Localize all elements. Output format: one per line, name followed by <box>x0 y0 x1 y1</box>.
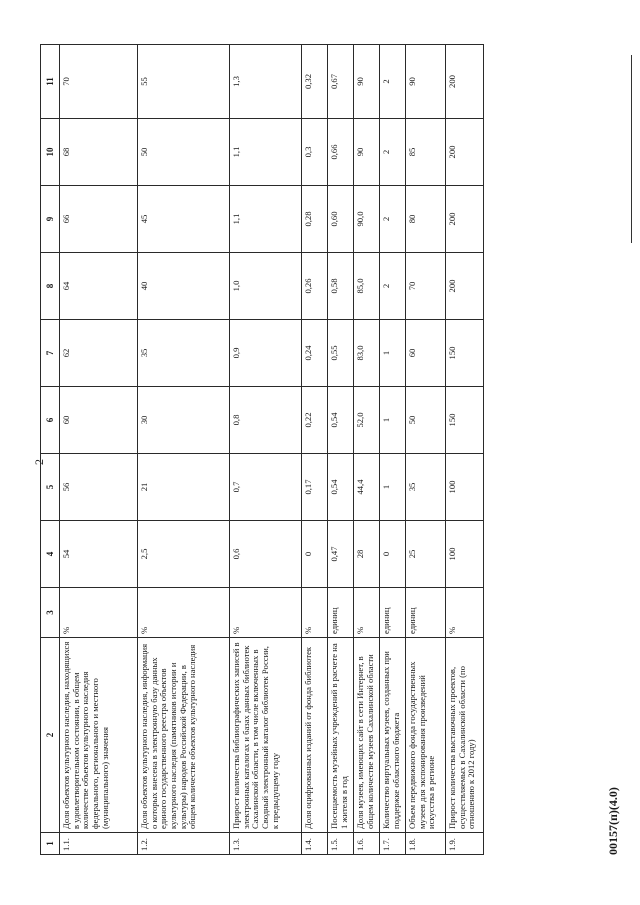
value-cell: 0,67 <box>328 45 354 119</box>
value-cell: 66 <box>60 186 138 253</box>
unit-cell: единиц <box>406 588 446 638</box>
row-index: 1.8. <box>406 833 446 855</box>
value-cell: 54 <box>60 521 138 588</box>
value-cell: 0,26 <box>302 253 328 320</box>
value-cell: 0,17 <box>302 454 328 521</box>
value-cell: 60 <box>406 320 446 387</box>
value-cell: 90 <box>354 119 380 186</box>
value-cell: 0,7 <box>230 454 302 521</box>
indicator-name: Доля оцифрованных изданий от фонда библиотек <box>302 638 328 833</box>
table-row <box>138 45 230 855</box>
table-row <box>230 45 302 855</box>
row-index: 1.5. <box>328 833 354 855</box>
value-cell: 200 <box>446 186 484 253</box>
value-cell: 0,54 <box>328 454 354 521</box>
indicator-name: Доля объектов культурного наследия, находящихся в удовлетворительном состоянии, в общем количестве объектов культурного наследия федерального, регионального и местного (муниципального) значения <box>60 638 138 833</box>
value-cell: 80 <box>406 186 446 253</box>
value-cell: 0,60 <box>328 186 354 253</box>
row-index: 1.7. <box>380 833 406 855</box>
unit-cell: % <box>230 588 302 638</box>
value-cell: 0,55 <box>328 320 354 387</box>
col-header: 3 <box>41 588 60 638</box>
rotated-page <box>32 45 620 855</box>
indicator-name: Посещаемость музейных учреждений в расчете на 1 жителя в год <box>328 638 354 833</box>
indicator-name: Прирост количества выставочных проектов, осуществляемых в Сахалинской области (по отношению к 2012 году) <box>446 638 484 833</box>
value-cell: 56 <box>60 454 138 521</box>
value-cell: 1,3 <box>230 45 302 119</box>
value-cell: 0 <box>380 521 406 588</box>
unit-cell: единиц <box>380 588 406 638</box>
value-cell: 0,28 <box>302 186 328 253</box>
col-header: 6 <box>41 387 60 454</box>
value-cell: 28 <box>354 521 380 588</box>
document-code: 00157(п)(4.0) <box>606 787 620 855</box>
table-body <box>60 45 484 855</box>
value-cell: 200 <box>446 253 484 320</box>
col-header: 10 <box>41 119 60 186</box>
unit-cell: % <box>60 588 138 638</box>
value-cell: 52,0 <box>354 387 380 454</box>
page-number: 2 <box>32 459 46 465</box>
value-cell: 150 <box>446 320 484 387</box>
col-header: 4 <box>41 521 60 588</box>
value-cell: 70 <box>406 253 446 320</box>
value-cell: 2 <box>380 45 406 119</box>
table-row <box>60 45 138 855</box>
value-cell: 2 <box>380 119 406 186</box>
value-cell: 21 <box>138 454 230 521</box>
col-header: 1 <box>41 833 60 855</box>
value-cell: 0,3 <box>302 119 328 186</box>
table-row <box>302 45 328 855</box>
row-index: 1.9. <box>446 833 484 855</box>
value-cell: 0,32 <box>302 45 328 119</box>
value-cell: 0,47 <box>328 521 354 588</box>
value-cell: 0,58 <box>328 253 354 320</box>
value-cell: 150 <box>446 387 484 454</box>
value-cell: 64 <box>60 253 138 320</box>
value-cell: 40 <box>138 253 230 320</box>
value-cell: 1 <box>380 387 406 454</box>
value-cell: 2 <box>380 186 406 253</box>
value-cell: 35 <box>138 320 230 387</box>
value-cell: 0,54 <box>328 387 354 454</box>
value-cell: 85,0 <box>354 253 380 320</box>
value-cell: 100 <box>446 454 484 521</box>
value-cell: 90 <box>406 45 446 119</box>
value-cell: 44,4 <box>354 454 380 521</box>
value-cell: 83,0 <box>354 320 380 387</box>
value-cell: 70 <box>60 45 138 119</box>
unit-cell: % <box>354 588 380 638</box>
value-cell: 35 <box>406 454 446 521</box>
value-cell: 55 <box>138 45 230 119</box>
row-index: 1.2. <box>138 833 230 855</box>
value-cell: 0,22 <box>302 387 328 454</box>
indicator-name: Количество виртуальных музеев, созданных при поддержке областного бюджета <box>380 638 406 833</box>
value-cell: 90,0 <box>354 186 380 253</box>
value-cell: 25 <box>406 521 446 588</box>
value-cell: 30 <box>138 387 230 454</box>
indicator-name: Доля музеев, имеющих сайт в сети Интернет, в общем количестве музеев Сахалинской области <box>354 638 380 833</box>
row-index: 1.6. <box>354 833 380 855</box>
col-header: 11 <box>41 45 60 119</box>
divider <box>631 55 632 243</box>
col-header: 7 <box>41 320 60 387</box>
value-cell: 1 <box>380 454 406 521</box>
value-cell: 62 <box>60 320 138 387</box>
indicator-name: Доля объектов культурного наследия, информация о которых внесена в электронную базу данных единого государственного реестра объектов культурного наследия (памятников истории и культуры) народов Российской Федерации, в общем количестве объектов культурного наследия <box>138 638 230 833</box>
table-row <box>446 45 484 855</box>
unit-cell: % <box>446 588 484 638</box>
unit-cell: единиц <box>328 588 354 638</box>
value-cell: 2 <box>380 253 406 320</box>
value-cell: 85 <box>406 119 446 186</box>
unit-cell: % <box>302 588 328 638</box>
table-row <box>380 45 406 855</box>
value-cell: 0,6 <box>230 521 302 588</box>
table-row <box>354 45 380 855</box>
value-cell: 1,1 <box>230 186 302 253</box>
indicators-table <box>40 44 484 855</box>
table-row <box>328 45 354 855</box>
value-cell: 200 <box>446 119 484 186</box>
col-header: 5 <box>41 454 60 521</box>
value-cell: 1 <box>380 320 406 387</box>
value-cell: 100 <box>446 521 484 588</box>
value-cell: 2,5 <box>138 521 230 588</box>
value-cell: 50 <box>406 387 446 454</box>
value-cell: 50 <box>138 119 230 186</box>
row-index: 1.3. <box>230 833 302 855</box>
value-cell: 1,1 <box>230 119 302 186</box>
col-header: 8 <box>41 253 60 320</box>
unit-cell: % <box>138 588 230 638</box>
row-index: 1.1. <box>60 833 138 855</box>
value-cell: 0,8 <box>230 387 302 454</box>
value-cell: 200 <box>446 45 484 119</box>
value-cell: 1,0 <box>230 253 302 320</box>
value-cell: 90 <box>354 45 380 119</box>
value-cell: 0,9 <box>230 320 302 387</box>
value-cell: 68 <box>60 119 138 186</box>
indicator-name: Прирост количества библиографических записей в электронных каталогах и базах данных библиотек Сахалинской области, в том числе включенных в Сводный электронный каталог библиотек России, к предыдущему году <box>230 638 302 833</box>
value-cell: 45 <box>138 186 230 253</box>
table-row <box>406 45 446 855</box>
value-cell: 0,24 <box>302 320 328 387</box>
col-header: 9 <box>41 186 60 253</box>
row-index: 1.4. <box>302 833 328 855</box>
value-cell: 60 <box>60 387 138 454</box>
value-cell: 0,66 <box>328 119 354 186</box>
indicator-name: Объем передвижного фонда государственных музеев для экспонирования произведений искусства в регионе <box>406 638 446 833</box>
value-cell: 0 <box>302 521 328 588</box>
col-header: 2 <box>41 638 60 833</box>
column-number-row <box>41 45 60 855</box>
